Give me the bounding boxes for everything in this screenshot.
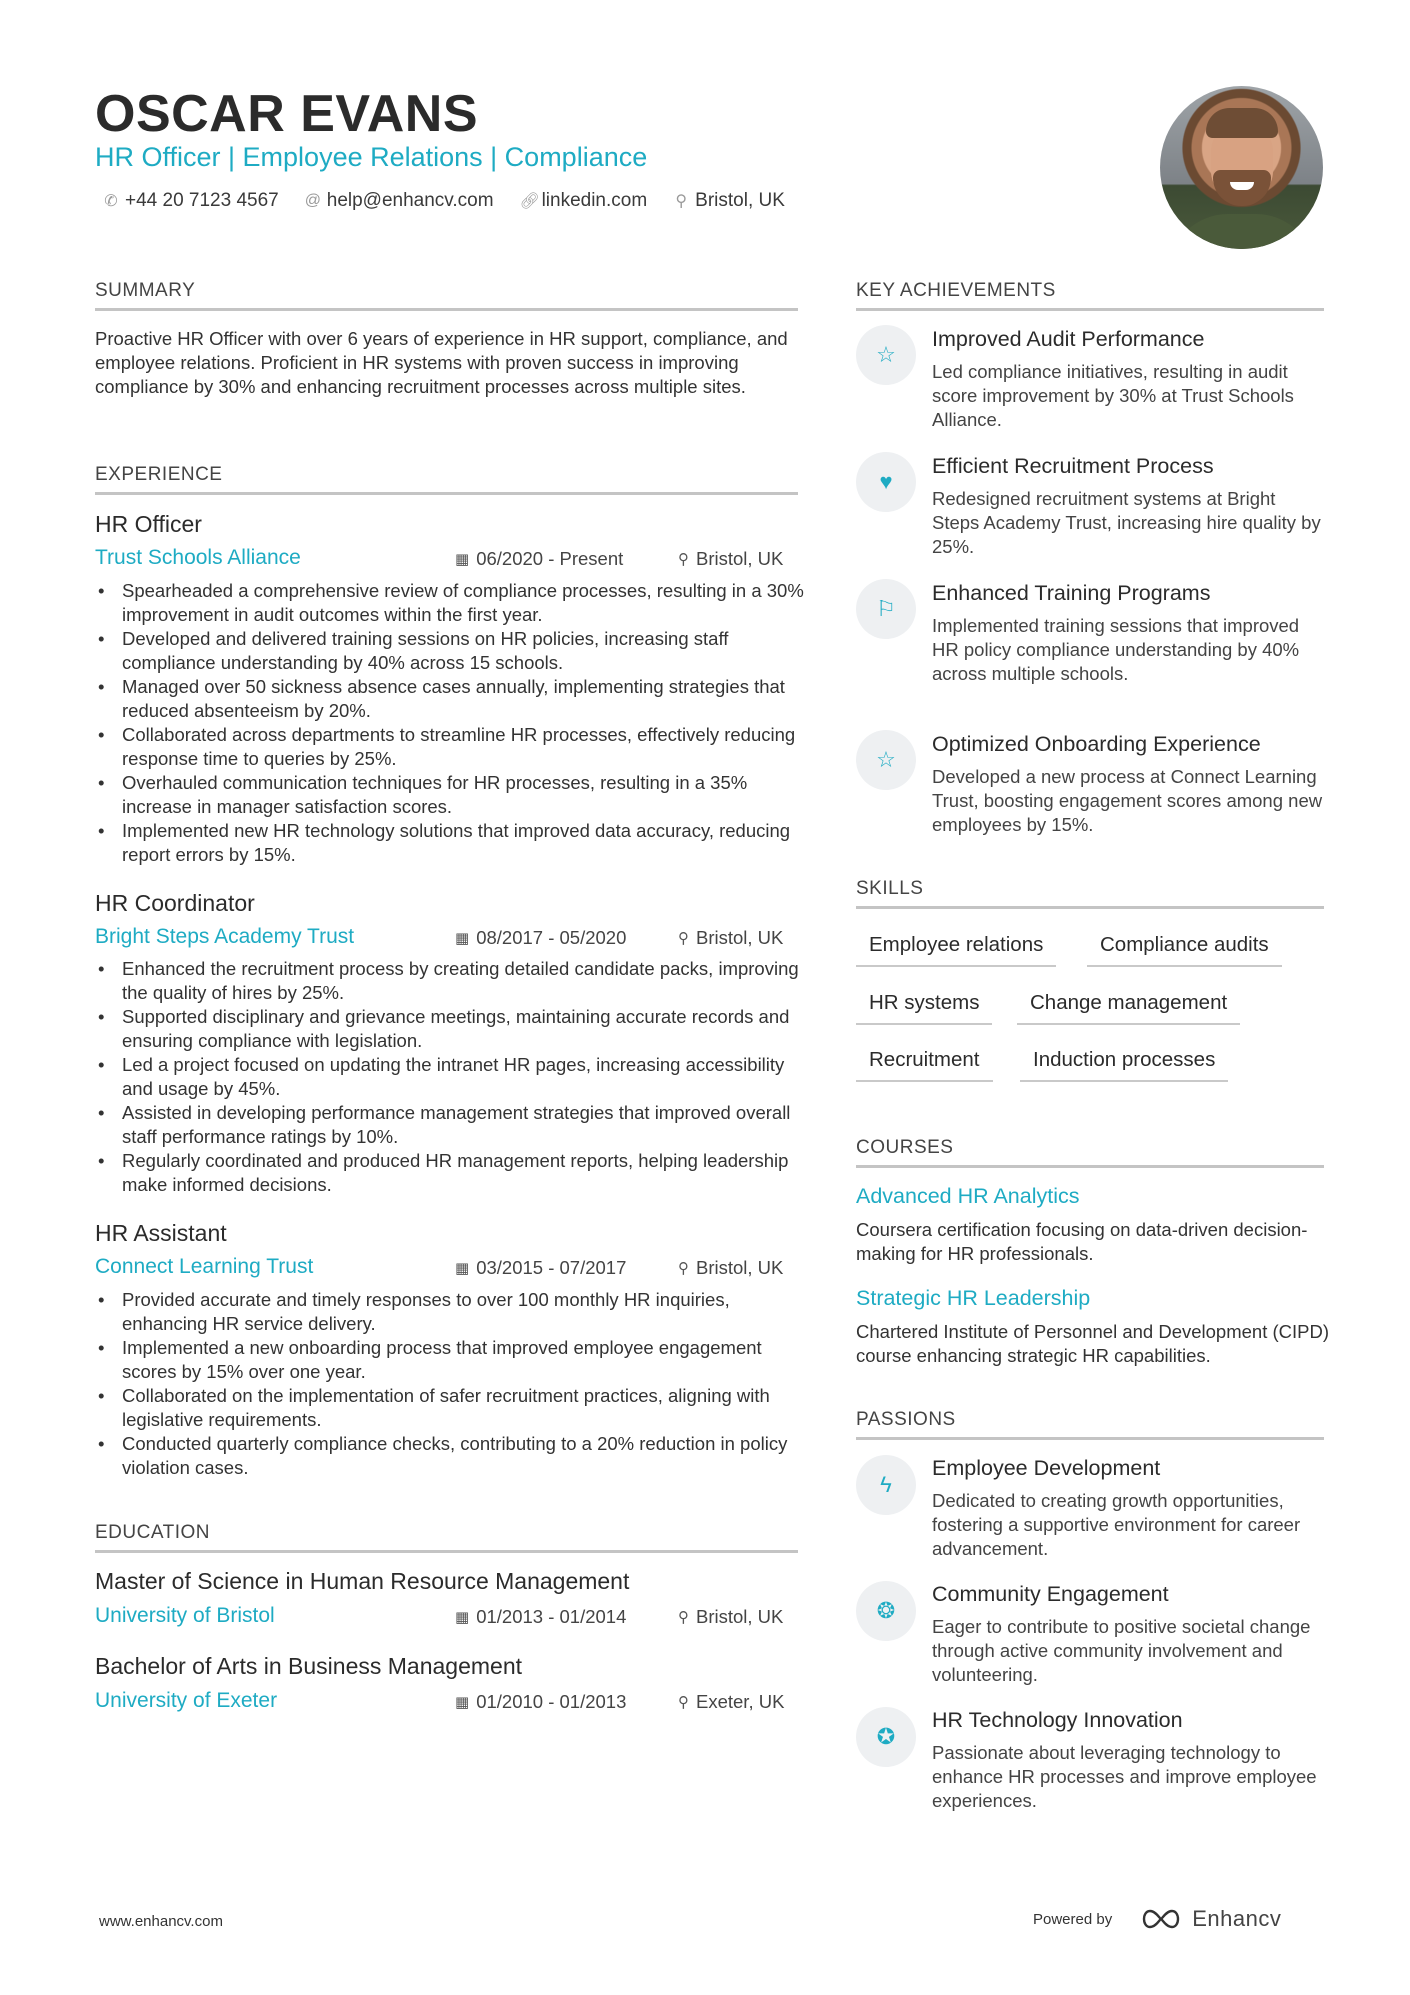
passion-title: Employee Development	[932, 1456, 1161, 1480]
star-icon: ☆	[856, 325, 916, 385]
summary-heading: SUMMARY	[95, 280, 798, 311]
summary-text: Proactive HR Officer with over 6 years of experience in HR support, compliance, and employee relations. Proficient in HR systems with proven success in improving compliance by 30% and enhancing recruitment processes across multiple sites.	[95, 328, 788, 397]
achievement-title: Optimized Onboarding Experience	[932, 732, 1261, 756]
calendar-icon: ▦	[455, 551, 470, 568]
job-location-text: Bristol, UK	[696, 548, 784, 569]
achievement-desc: Developed a new process at Connect Learning Trust, boosting engagement scores among new employees by 15%.	[932, 766, 1323, 835]
education-location-text: Bristol, UK	[696, 1606, 784, 1627]
achievement-title: Enhanced Training Programs	[932, 581, 1211, 605]
at-icon: @	[304, 192, 321, 209]
job-bullets	[95, 957, 805, 1197]
skills-heading: SKILLS	[856, 878, 1324, 909]
education-degree: Master of Science in Human Resource Management	[95, 1568, 630, 1594]
skill-tag: Induction processes	[1020, 1048, 1228, 1082]
courses-heading: COURSES	[856, 1137, 1324, 1168]
location-pin-icon: ⚲	[678, 551, 689, 568]
location-pin-icon: ⚲	[678, 1260, 689, 1277]
footer-website[interactable]: www.enhancv.com	[99, 1913, 223, 1930]
list-item: • Implemented a new onboarding process that improved employee engagement scores by 15% over one year.	[95, 1336, 805, 1384]
education-location	[678, 1691, 784, 1713]
contact-location-text: Bristol, UK	[695, 190, 785, 211]
passion-desc: Eager to contribute to positive societal change through active community involvement and volunteering.	[932, 1616, 1311, 1685]
job-title: HR Coordinator	[95, 890, 255, 916]
passion-title: Community Engagement	[932, 1582, 1169, 1606]
achievements-heading: KEY ACHIEVEMENTS	[856, 280, 1324, 311]
education-heading: EDUCATION	[95, 1522, 798, 1553]
brain-icon: ❂	[856, 1581, 916, 1641]
contact-email-text: help@enhancv.com	[326, 190, 494, 211]
job-company: Bright Steps Academy Trust	[95, 925, 355, 948]
education-location	[678, 1606, 783, 1628]
achievement-desc: Implemented training sessions that improved HR policy compliance understanding by 40% across multiple schools.	[932, 615, 1300, 684]
education-dates	[455, 1691, 626, 1713]
link-icon: 🔗︎	[519, 193, 540, 210]
job-dates	[455, 548, 623, 570]
education-school: University of Bristol	[95, 1604, 275, 1627]
skill-tag: HR systems	[856, 991, 992, 1025]
education-dates	[455, 1606, 626, 1628]
job-dates-text: 08/2017 - 05/2020	[476, 927, 627, 948]
skill-tag: Compliance audits	[1087, 933, 1282, 967]
passions-heading: PASSIONS	[856, 1409, 1324, 1440]
footer-branding[interactable]	[1033, 1906, 1281, 1932]
course-title: Strategic HR Leadership	[856, 1286, 1091, 1310]
education-location-text: Exeter, UK	[696, 1691, 785, 1712]
passion-title: HR Technology Innovation	[932, 1708, 1183, 1732]
list-item: • Enhanced the recruitment process by creating detailed candidate packs, improving the quality of hires by 25%.	[95, 957, 805, 1005]
brand-name: Enhancv	[1192, 1906, 1282, 1931]
education-dates-text: 01/2010 - 01/2013	[476, 1691, 627, 1712]
job-company: Connect Learning Trust	[95, 1255, 314, 1278]
list-item: • Managed over 50 sickness absence cases annually, implementing strategies that reduced absenteeism by 20%.	[95, 675, 805, 723]
list-item: • Conducted quarterly compliance checks, contributing to a 20% reduction in policy violation cases.	[95, 1432, 805, 1480]
skill-tag: Employee relations	[856, 933, 1056, 967]
calendar-icon: ▦	[455, 1609, 470, 1626]
skill-tag: Change management	[1017, 991, 1240, 1025]
location-pin-icon: ⚲	[678, 1694, 689, 1711]
contact-linkedin-text: linkedin.com	[541, 190, 648, 211]
education-degree: Bachelor of Arts in Business Management	[95, 1653, 523, 1679]
education-school: University of Exeter	[95, 1689, 278, 1712]
contact-location	[673, 190, 785, 212]
calendar-icon: ▦	[455, 1260, 470, 1277]
job-location-text: Bristol, UK	[696, 1257, 784, 1278]
job-dates-text: 03/2015 - 07/2017	[476, 1257, 627, 1278]
list-item: • Overhauled communication techniques for HR processes, resulting in a 35% increase in manager satisfaction scores.	[95, 771, 805, 819]
list-item: • Collaborated on the implementation of safer recruitment practices, aligning with legislative requirements.	[95, 1384, 805, 1432]
powered-by-label: Powered by	[1033, 1910, 1113, 1928]
list-item: • Led a project focused on updating the intranet HR pages, increasing accessibility and usage by 45%.	[95, 1053, 805, 1101]
list-item: • Developed and delivered training sessions on HR policies, increasing staff compliance understanding by 40% across 15 schools.	[95, 627, 805, 675]
list-item: • Provided accurate and timely responses to over 100 monthly HR inquiries, enhancing HR service delivery.	[95, 1288, 805, 1336]
course-title: Advanced HR Analytics	[856, 1184, 1080, 1208]
list-item: • Implemented new HR technology solutions that improved data accuracy, reducing report errors by 15%.	[95, 819, 805, 867]
job-location	[678, 927, 783, 949]
course-desc: Chartered Institute of Personnel and Development (CIPD) course enhancing strategic HR capabilities.	[856, 1321, 1330, 1366]
flag-icon: ⚐	[856, 579, 916, 639]
award-icon: ✪	[856, 1707, 916, 1767]
list-item: • Assisted in developing performance management strategies that improved overall staff performance ratings by 10%.	[95, 1101, 805, 1149]
job-location	[678, 548, 783, 570]
job-bullets	[95, 579, 805, 867]
job-location	[678, 1257, 783, 1279]
passion-desc: Dedicated to creating growth opportunities, fostering a supportive environment for career advancement.	[932, 1490, 1301, 1559]
job-bullets	[95, 1288, 805, 1480]
education-dates-text: 01/2013 - 01/2014	[476, 1606, 627, 1627]
achievement-title: Efficient Recruitment Process	[932, 454, 1214, 478]
candidate-headline: HR Officer | Employee Relations | Compliance	[95, 142, 648, 172]
phone-icon: ✆	[104, 193, 118, 210]
achievement-title: Improved Audit Performance	[932, 327, 1205, 351]
job-dates	[455, 1257, 626, 1279]
heart-icon: ♥	[856, 452, 916, 512]
job-dates-text: 06/2020 - Present	[476, 548, 624, 569]
star-icon: ☆	[856, 730, 916, 790]
course-desc: Coursera certification focusing on data-driven decision-making for HR professionals.	[856, 1219, 1308, 1264]
contact-bar	[103, 190, 811, 212]
list-item: • Supported disciplinary and grievance meetings, maintaining accurate records and ensuring compliance with legislation.	[95, 1005, 805, 1053]
enhancv-logo-icon	[1138, 1908, 1184, 1930]
contact-email[interactable]	[305, 190, 494, 212]
achievement-desc: Led compliance initiatives, resulting in audit score improvement by 30% at Trust Schools Alliance.	[932, 361, 1294, 430]
calendar-icon: ▦	[455, 1694, 470, 1711]
contact-phone[interactable]	[103, 190, 279, 212]
passion-desc: Passionate about leveraging technology to enhance HR processes and improve employee experiences.	[932, 1742, 1317, 1811]
list-item: • Spearheaded a comprehensive review of compliance processes, resulting in a 30% improvement in audit outcomes within the first year.	[95, 579, 805, 627]
location-pin-icon: ⚲	[678, 1609, 689, 1626]
job-location-text: Bristol, UK	[696, 927, 784, 948]
candidate-name: OSCAR EVANS	[95, 85, 479, 143]
contact-linkedin[interactable]	[520, 190, 648, 212]
list-item: • Collaborated across departments to streamline HR processes, effectively reducing response time to queries by 25%.	[95, 723, 805, 771]
job-title: HR Officer	[95, 511, 202, 537]
job-title: HR Assistant	[95, 1220, 227, 1246]
lightning-icon: ϟ	[856, 1455, 916, 1515]
calendar-icon: ▦	[455, 930, 470, 947]
list-item: • Regularly coordinated and produced HR management reports, helping leadership make informed decisions.	[95, 1149, 805, 1197]
location-pin-icon: ⚲	[675, 193, 688, 210]
skill-tag: Recruitment	[856, 1048, 993, 1082]
location-pin-icon: ⚲	[678, 930, 689, 947]
contact-phone-text: +44 20 7123 4567	[125, 190, 279, 211]
job-company: Trust Schools Alliance	[95, 546, 301, 569]
job-dates	[455, 927, 626, 949]
achievement-desc: Redesigned recruitment systems at Bright Steps Academy Trust, increasing hire quality by 25%.	[932, 488, 1321, 557]
experience-heading: EXPERIENCE	[95, 464, 798, 495]
avatar	[1160, 86, 1323, 249]
